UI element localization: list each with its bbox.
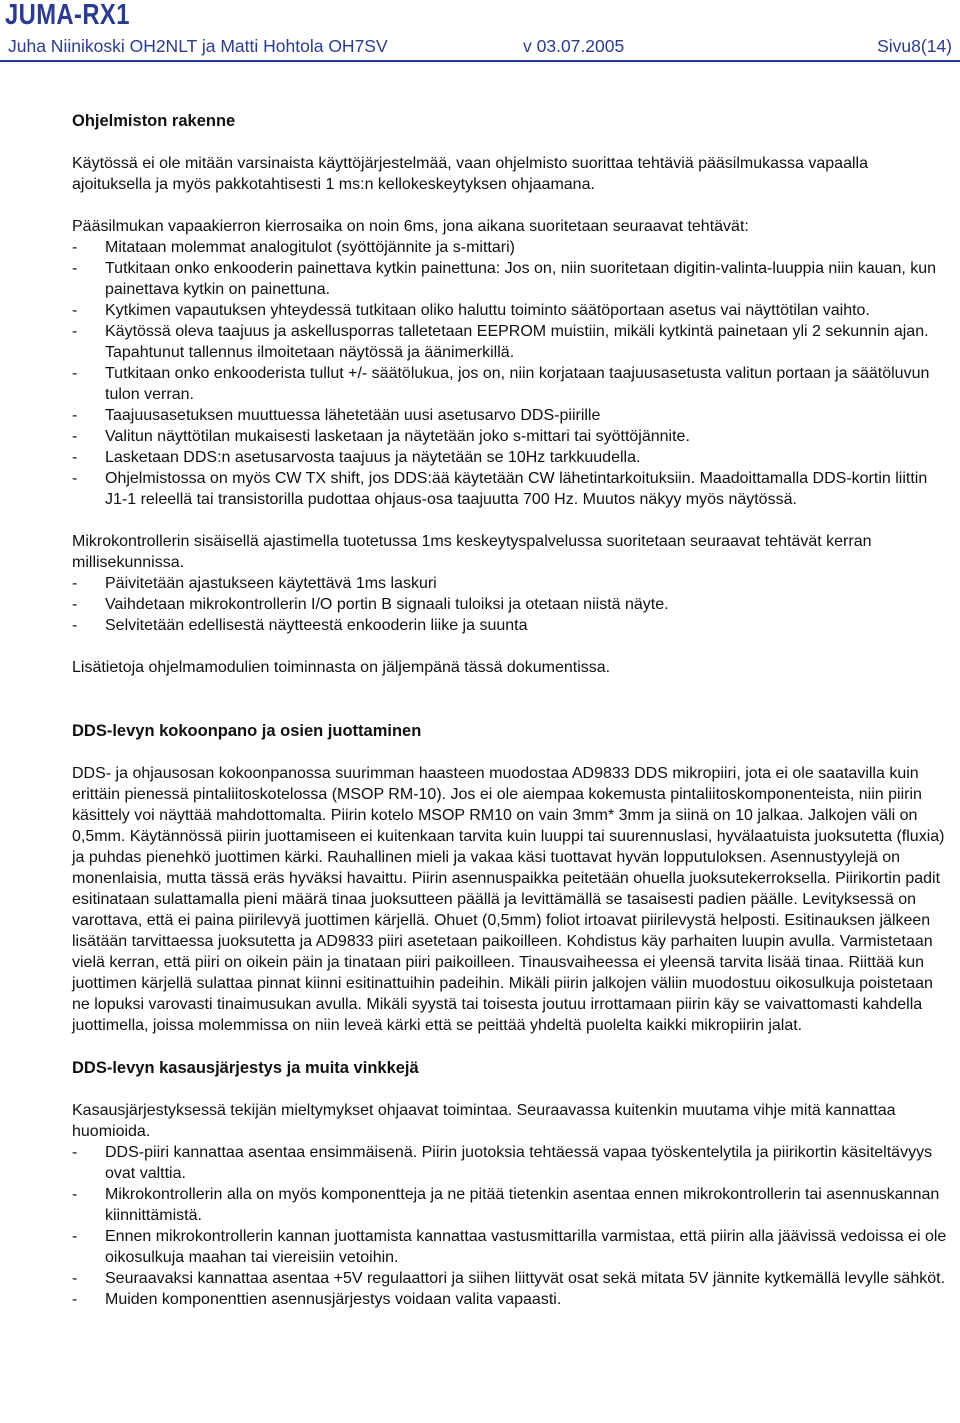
list-item: - Seuraavaksi kannattaa asentaa +5V regulaattori ja siihen liittyvät osat sekä mitata 5V jännite kytkemällä levylle sähköt. <box>72 1268 950 1289</box>
list-item: - Muiden komponenttien asennusjärjestys voidaan valita vapaasti. <box>72 1289 950 1310</box>
header-version: v 03.07.2005 <box>523 36 625 56</box>
task-list-interrupt <box>72 573 950 636</box>
list-item: - Ennen mikrokontrollerin kannan juottamista kannattaa vastusmittarilla varmistaa, että piirin alla jäävissä vedoissa ei ole oikosulkuja maahan tai viereisiin vetoihin. <box>72 1226 950 1268</box>
header-page-number: Sivu8(14) <box>877 36 952 56</box>
list-item: - Käytössä oleva taajuus ja askellusporras talletetaan EEPROM muistiin, mikäli kytkintä painetaan yli 2 sekunnin ajan. Tapahtunut tallennus ilmoitetaan näytössä ja äänimerkillä. <box>72 321 950 363</box>
list-item: - DDS-piiri kannattaa asentaa ensimmäisenä. Piirin juotoksia tehtäessä vapaa työskentelytila ja piirikortin käsiteltävyys ovat valttia. <box>72 1142 950 1184</box>
paragraph: Lisätietoja ohjelmamodulien toiminnasta on jäljempänä tässä dokumentissa. <box>72 659 611 676</box>
header-authors: Juha Niinikoski OH2NLT ja Matti Hohtola OH7SV <box>8 36 388 56</box>
list-item: - Ohjelmistossa on myös CW TX shift, jos DDS:ää käytetään CW lähetintarkoituksiin. Maadoittamalla DDS-kortin liittin J1-1 releellä tai transistorilla pudottaa ohjaus-osa taajuutta 700 Hz. Muutos näkyy myös näytössä. <box>72 468 950 510</box>
list-item: - Kytkimen vapautuksen yhteydessä tutkitaan oliko haluttu toiminto säätöportaan asetus vai näyttötilan vaihto. <box>72 300 950 321</box>
paragraph: Pääsilmukan vapaakierron kierrosaika on noin 6ms, jona aikana suoritetaan seuraavat tehtävät: <box>72 218 749 235</box>
list-item: - Taajuusasetuksen muuttuessa lähetetään uusi asetusarvo DDS-piirille <box>72 405 950 426</box>
task-list-main-loop <box>72 237 950 510</box>
paragraph: DDS- ja ohjausosan kokoonpanossa suurimman haasteen muodostaa AD9833 DDS mikropiiri, jota ei ole saatavilla kuin erittäin pienessä pintaliitoskotelossa (MSOP RM-10). Jos ei ole aiempaa kokemusta pintaliitoskomponenteista, niin piirin käsittely voi näyttää mahdottomalta. Piirin kotelo MSOP RM10 on vain 3mm* 3mm ja siinä on 10 jalkaa. Jalkojen väli on 0,5mm. Käytännössä piirin juottamiseen ei kuitenkaan tarvita kuin luuppi tai suurennuslasi, hyvälaatuista juoksutetta (fluxia) ja puhdas pienehkö juottimen kärki. Rauhallinen mieli ja vakaa käsi tuottavat hyvän lopputuloksen. Asennustyylejä on monenlaisia, mutta tässä eräs hyväksi havaittu. Piirin asennuspaikka peitetään ohuella juoksutekerroksella. Piirikortin padit esitinataan sulattamalla pieni määrä tinaa juoksutteen päällä ja levittämällä se tasaisesti padien päälle. Levityksessä on varottava, että ei paina piirilevyä juottimen kärjellä. Ohuet (0,5mm) foliot irtoavat piirilevystä helposti. Esitinauksen jälkeen lisätään tarvittaessa juoksutetta ja AD9833 piiri asetetaan paikoilleen. Kohdistus käy parhaiten luupin avulla. Varmistetaan vielä kerran, että piiri on oikein päin ja tinataan piiri paikoilleen. Tinausvaiheessa ei yleensä tarvita lisää tinaa. Riittää kun juottimen kärjellä sulattaa pinnat kiinni esitinattuihin padeihin. Mikäli piirin jalkojen väliin muodostuu oikosulkuja poistetaan ne lopuksi varovasti tinaimusukan avulla. Mikäli syystä tai toisesta joutuu irrottamaan piirin käy se vaivattomasti kahdella juottimella, joissa molemmissa on niin leveä kärki että se peittää yhdeltä puolelta kaikki mikropiirin jalat. <box>72 765 945 1034</box>
list-item: - Vaihdetaan mikrokontrollerin I/O portin B signaali tuloiksi ja otetaan niistä näyte. <box>72 594 950 615</box>
header-divider <box>0 60 960 62</box>
section-heading-dds-assembly: DDS-levyn kokoonpano ja osien juottaminen <box>72 722 422 740</box>
list-item: - Lasketaan DDS:n asetusarvosta taajuus ja näytetään se 10Hz tarkkuudella. <box>72 447 950 468</box>
list-item: - Päivitetään ajastukseen käytettävä 1ms laskuri <box>72 573 950 594</box>
list-item: - Mitataan molemmat analogitulot (syöttöjännite ja s-mittari) <box>72 237 950 258</box>
section-heading-assembly-order: DDS-levyn kasausjärjestys ja muita vinkkejä <box>72 1059 419 1077</box>
document-body <box>72 110 950 1310</box>
list-item: - Mikrokontrollerin alla on myös komponentteja ja ne pitää tietenkin asentaa ennen mikrokontrollerin tai asennuskannan kiinnittämistä. <box>72 1184 950 1226</box>
tips-list <box>72 1142 950 1310</box>
paragraph: Mikrokontrollerin sisäisellä ajastimella tuotetussa 1ms keskeytyspalvelussa suoritetaan seuraavat tehtävät kerran millisekunnissa. <box>72 533 872 571</box>
list-item: - Valitun näyttötilan mukaisesti lasketaan ja näytetään joko s-mittari tai syöttöjännite. <box>72 426 950 447</box>
document-title: JUMA-RX1 <box>5 0 130 31</box>
paragraph: Käytössä ei ole mitään varsinaista käyttöjärjestelmää, vaan ohjelmisto suorittaa tehtäviä pääsilmukassa vapaalla ajoituksella ja myös pakkotahtisesti 1 ms:n kellokeskeytyksen ohjaamana. <box>72 155 868 193</box>
list-item: - Selvitetään edellisestä näytteestä enkooderin liike ja suunta <box>72 615 950 636</box>
list-item: - Tutkitaan onko enkooderin painettava kytkin painettuna: Jos on, niin suoritetaan digitin-valinta-luuppia niin kauan, kun painettava kytkin on painettuna. <box>72 258 950 300</box>
list-item: - Tutkitaan onko enkooderista tullut +/- säätölukua, jos on, niin korjataan taajuusasetusta valitun portaan ja säätöluvun tulon verran. <box>72 363 950 405</box>
header-bar <box>8 34 952 58</box>
paragraph: Kasausjärjestyksessä tekijän mieltymykset ohjaavat toimintaa. Seuraavassa kuitenkin muutama vihje mitä kannattaa huomioida. <box>72 1102 896 1140</box>
section-heading-software-structure: Ohjelmiston rakenne <box>72 112 236 130</box>
